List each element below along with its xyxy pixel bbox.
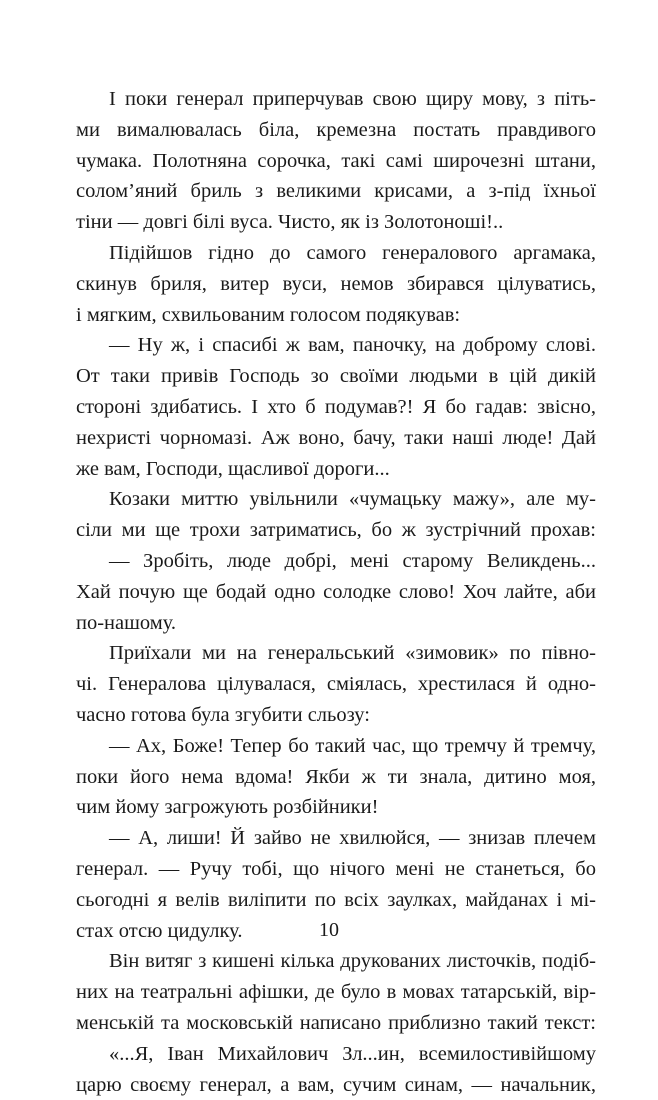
text-line: солом’яний бриль з великими крисами, а з-під їхньої (76, 176, 596, 207)
text-line: — Зробіть, люде добрі, мені старому Великдень... (76, 546, 596, 577)
text-line: Козаки миттю увільнили «чумацьку мажу», але му- (76, 484, 596, 515)
text-line: часно готова була згубити сльозу: (76, 700, 596, 731)
text-line: по-нашому. (76, 608, 596, 639)
text-line: чим йому загрожують розбійники! (76, 792, 596, 823)
text-line: сіли ми ще трохи затриматись, бо ж зустрічний прохав: (76, 515, 596, 546)
text-line: — Ах, Боже! Тепер бо такий час, що тремчу й тремчу, (76, 731, 596, 762)
page-number: 10 (0, 918, 658, 942)
text-line: чумака. Полотняна сорочка, такі самі широчезні штани, (76, 146, 596, 177)
text-line: скинув бриля, витер вуси, немов збирався цілуватись, (76, 269, 596, 300)
body-text (76, 84, 596, 1100)
text-line: чі. Генералова цілувалася, сміялась, хрестилася й одно- (76, 669, 596, 700)
text-line: Приїхали ми на генеральський «зимовик» по півно- (76, 638, 596, 669)
text-line: царю своєму генерал, а вам, сучим синам, — начальник, (76, 1070, 596, 1100)
text-line: стороні здибатись. І хто б подумав?! Я бо гадав: звісно, (76, 392, 596, 423)
text-line: же вам, Господи, щасливої дороги... (76, 454, 596, 485)
text-line: менській та московській написано приблизно такий текст: (76, 1008, 596, 1039)
text-line: ми вималювалась біла, кремезна постать правдивого (76, 115, 596, 146)
text-line: — А, лиши! Й зайво не хвилюйся, — знизав плечем (76, 823, 596, 854)
text-line: Підійшов гідно до самого генералового аргамака, (76, 238, 596, 269)
text-line: І поки генерал приперчував свою щиру мову, з піть- (76, 84, 596, 115)
text-line: сьогодні я велів виліпити по всіх заулках, майданах і мі- (76, 885, 596, 916)
text-line: них на театральні афішки, де було в мовах татарській, вір- (76, 977, 596, 1008)
text-line: Хай почую ще бодай одно солодке слово! Хоч лайте, аби (76, 577, 596, 608)
text-line: нехристі чорномазі. Аж воно, бачу, таки наші люде! Дай (76, 423, 596, 454)
text-line: Він витяг з кишені кілька друкованих листочків, подіб- (76, 946, 596, 977)
text-line: стах отсю цидулку. (76, 916, 596, 947)
text-line: От таки привів Господь зо своїми людьми в цій дикій (76, 361, 596, 392)
text-line: і мягким, схвильованим голосом подякував: (76, 300, 596, 331)
text-line: «...Я, Іван Михайлович Зл...ин, всемилостивійшому (76, 1039, 596, 1070)
text-line: генерал. — Ручу тобі, що нічого мені не станеться, бо (76, 854, 596, 885)
text-line: — Ну ж, і спасибі ж вам, паночку, на доброму слові. (76, 330, 596, 361)
text-line: тіни — довгі білі вуса. Чисто, як із Золотоноші!.. (76, 207, 596, 238)
text-line: поки його нема вдома! Якби ж ти знала, дитино моя, (76, 762, 596, 793)
